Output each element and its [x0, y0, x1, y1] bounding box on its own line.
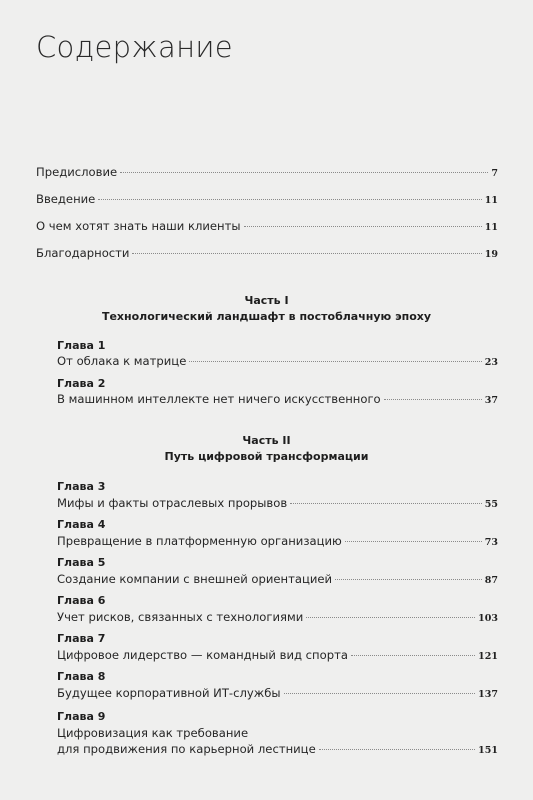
chapter-number: Глава 5 [57, 556, 106, 569]
part-title: Путь цифровой трансформации [164, 450, 369, 463]
toc-entry-label: для продвижения по карьерной лестнице [57, 742, 316, 756]
toc-entry-label: О чем хотят знать наши клиенты [36, 219, 241, 233]
leader-dots [244, 226, 482, 227]
leader-dots [189, 361, 481, 362]
page-title: Содержание [36, 30, 233, 64]
toc-page-number: 19 [484, 249, 498, 260]
leader-dots [120, 172, 488, 173]
chapter-number: Глава 8 [57, 670, 106, 683]
toc-entry-label-line1: Цифровизация как требование [57, 726, 249, 740]
leader-dots [319, 749, 475, 750]
leader-dots [306, 617, 475, 618]
toc-entry-label: Создание компании с внешней ориентацией [57, 572, 333, 586]
chapter-number: Глава 9 [57, 710, 106, 723]
leader-dots [351, 655, 475, 656]
chapter-number: Глава 3 [57, 480, 106, 493]
toc-entry-label: Благодарности [36, 246, 130, 260]
toc-entry-label: От облака к матрице [57, 354, 187, 368]
toc-entry-chapter-1 [57, 352, 498, 370]
toc-page-number: 55 [484, 499, 498, 510]
toc-entry-clients [36, 217, 498, 235]
part-title: Технологический ландшафт в постоблачную эпоху [101, 310, 432, 323]
chapter-number: Глава 4 [57, 518, 106, 531]
toc-entry-label: В машинном интеллекте нет ничего искусственного [57, 392, 381, 406]
toc-entry-chapter-2 [57, 390, 498, 408]
toc-page-number: 7 [491, 168, 498, 179]
toc-page-number: 37 [484, 395, 498, 406]
chapter-number: Глава 1 [57, 339, 106, 352]
toc-page-number: 103 [478, 613, 498, 624]
toc-page-number: 11 [484, 222, 498, 233]
toc-entry-chapter-9 [57, 740, 498, 758]
toc-entry-label: Будущее корпоративной ИТ-службы [57, 686, 281, 700]
leader-dots [384, 399, 482, 400]
part-heading: Часть II [242, 434, 291, 447]
toc-page-number: 73 [484, 537, 498, 548]
part-heading: Часть I [244, 294, 289, 307]
chapter-number: Глава 7 [57, 632, 106, 645]
toc-entry-chapter-6 [57, 608, 498, 626]
toc-page-number: 137 [478, 689, 498, 700]
leader-dots [284, 693, 476, 694]
chapter-number: Глава 2 [57, 377, 106, 390]
toc-entry-chapter-5 [57, 570, 498, 588]
toc-entry-chapter-3 [57, 494, 498, 512]
toc-entry-chapter-8 [57, 684, 498, 702]
toc-entry-preface [36, 163, 498, 181]
toc-entry-label: Предисловие [36, 165, 118, 179]
toc-entry-label: Превращение в платформенную организацию [57, 534, 342, 548]
toc-entry-chapter-4 [57, 532, 498, 550]
toc-entry-label: Учет рисков, связанных с технологиями [57, 610, 304, 624]
toc-page-number: 23 [484, 357, 498, 368]
chapter-number: Глава 6 [57, 594, 106, 607]
leader-dots [345, 541, 482, 542]
toc-page-number: 151 [478, 745, 498, 756]
toc-entry-label: Цифровое лидерство — командный вид спорта [57, 648, 348, 662]
leader-dots [335, 579, 482, 580]
leader-dots [132, 253, 481, 254]
toc-entry-label: Введение [36, 192, 96, 206]
toc-page-number: 11 [484, 195, 498, 206]
toc-entry-intro [36, 190, 498, 208]
toc-entry-label: Мифы и факты отраслевых прорывов [57, 496, 288, 510]
toc-entry-thanks [36, 244, 498, 262]
leader-dots [98, 199, 481, 200]
toc-page-number: 87 [484, 575, 498, 586]
toc-page-number: 121 [478, 651, 498, 662]
toc-entry-chapter-7 [57, 646, 498, 664]
leader-dots [290, 503, 482, 504]
